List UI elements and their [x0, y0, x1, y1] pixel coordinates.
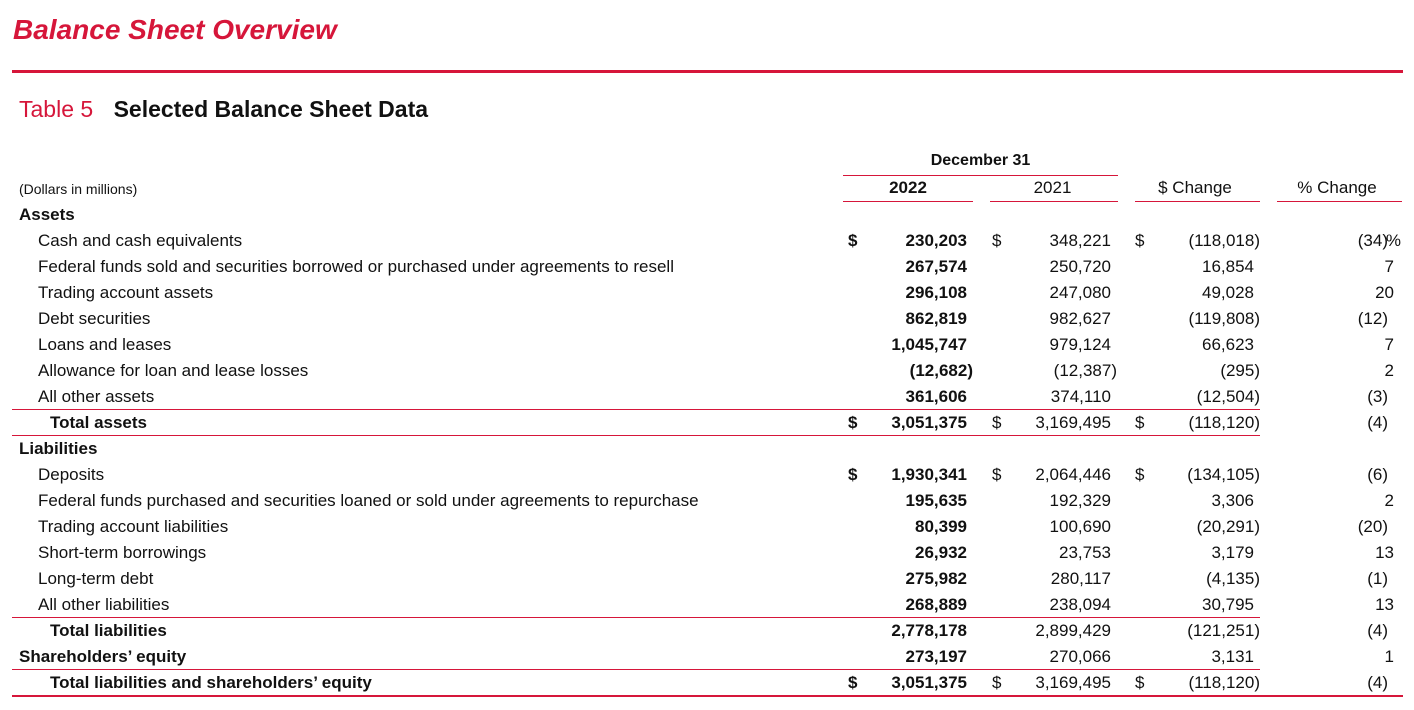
- value-2021: 192,329: [1049, 491, 1111, 510]
- table-row: [0, 566, 1414, 592]
- value-dollar-change: (118,120): [1188, 413, 1260, 432]
- row-label: Loans and leases: [38, 335, 172, 354]
- value-pct-change: (4): [1367, 673, 1388, 692]
- value-dollar-change: (119,808): [1188, 309, 1260, 328]
- currency-symbol: $: [992, 413, 1002, 432]
- value-2022: 195,635: [905, 491, 967, 510]
- table-row: [0, 488, 1414, 514]
- currency-symbol: $: [848, 231, 858, 250]
- value-2021: 2,899,429: [1035, 621, 1111, 640]
- row-label: Shareholders’ equity: [19, 647, 187, 666]
- value-2021: 280,117: [1050, 569, 1111, 588]
- value-2022: 3,051,375: [891, 673, 967, 692]
- section-row-assets: [0, 202, 1414, 228]
- row-label: Federal funds purchased and securities loaned or sold under agreements to repurchase: [38, 491, 699, 510]
- value-2022: 862,819: [905, 309, 967, 328]
- value-2021: 23,753: [1059, 543, 1111, 562]
- value-pct-change: (20): [1357, 517, 1388, 536]
- table-row-total: [0, 670, 1414, 696]
- value-dollar-change: 30,795: [1202, 595, 1254, 614]
- value-2022: 2,778,178: [891, 621, 967, 640]
- value-dollar-change: (118,120): [1188, 673, 1260, 692]
- value-2022: 275,982: [905, 569, 967, 588]
- table-bottom-rule: [12, 695, 1403, 697]
- table-row: [0, 644, 1414, 670]
- table-row: [0, 358, 1414, 384]
- value-2022: (12,682): [909, 361, 973, 380]
- value-2021: 3,169,495: [1035, 413, 1111, 432]
- value-dollar-change: 16,854: [1202, 257, 1254, 276]
- value-pct-change: (3): [1367, 387, 1388, 406]
- value-2022: 1,930,341: [891, 465, 967, 484]
- currency-symbol: $: [992, 465, 1002, 484]
- section-label-liabilities: Liabilities: [19, 439, 98, 458]
- row-label: Cash and cash equivalents: [38, 231, 243, 250]
- column-group-header: December 31: [930, 152, 1031, 169]
- table-row: [0, 514, 1414, 540]
- value-dollar-change: (20,291): [1196, 517, 1260, 536]
- value-2021: 247,080: [1049, 283, 1111, 302]
- value-dollar-change: 49,028: [1202, 283, 1254, 302]
- value-2022: 3,051,375: [891, 413, 967, 432]
- table-row: [0, 228, 1414, 254]
- column-header-2021: 2021: [1033, 178, 1072, 197]
- currency-symbol: $: [1135, 413, 1145, 432]
- currency-symbol: $: [848, 413, 858, 432]
- row-label: Short-term borrowings: [38, 543, 207, 562]
- row-label: Trading account assets: [38, 283, 214, 302]
- section-label-assets: Assets: [19, 205, 75, 224]
- value-pct-change: 7: [1384, 257, 1394, 276]
- value-pct-change: 2: [1384, 491, 1394, 510]
- value-pct-change: (4): [1367, 413, 1388, 432]
- table-row: [0, 254, 1414, 280]
- row-label: Deposits: [38, 465, 105, 484]
- value-pct-change: (6): [1367, 465, 1388, 484]
- currency-symbol: $: [1135, 673, 1145, 692]
- value-2022: 80,399: [915, 517, 967, 536]
- value-2022: 1,045,747: [891, 335, 967, 354]
- column-group-rule: [843, 175, 1118, 176]
- row-label: Allowance for loan and lease losses: [38, 361, 309, 380]
- table-number: Table 5: [19, 96, 94, 122]
- table-row-total: [0, 618, 1414, 644]
- row-label: All other liabilities: [38, 595, 170, 614]
- value-dollar-change: (4,135): [1206, 569, 1260, 588]
- value-2022: 273,197: [905, 647, 967, 666]
- value-pct-change: (4): [1367, 621, 1388, 640]
- value-dollar-change: (134,105): [1187, 465, 1260, 484]
- value-2021: 2,064,446: [1035, 465, 1111, 484]
- table-row-total: [0, 410, 1414, 436]
- value-2022: 361,606: [905, 387, 967, 406]
- section-row-liabilities: [0, 436, 1414, 462]
- currency-symbol: $: [992, 673, 1002, 692]
- value-dollar-change: 3,179: [1211, 543, 1254, 562]
- table-row: [0, 540, 1414, 566]
- value-2021: 982,627: [1049, 309, 1111, 328]
- units-label: (Dollars in millions): [19, 181, 138, 197]
- value-pct-change: 1: [1384, 647, 1394, 666]
- value-dollar-change: (121,251): [1187, 621, 1260, 640]
- value-2021: 250,720: [1049, 257, 1111, 276]
- value-dollar-change: 3,306: [1211, 491, 1254, 510]
- value-dollar-change: 3,131: [1211, 647, 1254, 666]
- currency-symbol: $: [992, 231, 1002, 250]
- value-2021: 348,221: [1049, 231, 1111, 250]
- table-row: [0, 592, 1414, 618]
- currency-symbol: $: [1135, 465, 1145, 484]
- table-title: Selected Balance Sheet Data: [113, 96, 429, 122]
- value-2021: 979,124: [1049, 335, 1111, 354]
- table-row: [0, 462, 1414, 488]
- percent-sign: %: [1385, 231, 1401, 250]
- value-2022: 267,574: [905, 257, 967, 276]
- row-label: All other assets: [38, 387, 155, 406]
- row-label: Debt securities: [38, 309, 151, 328]
- value-2021: 270,066: [1049, 647, 1111, 666]
- column-header-2022: 2022: [889, 178, 927, 197]
- row-label: Total assets: [50, 413, 148, 432]
- value-pct-change: 7: [1384, 335, 1394, 354]
- value-2021: 238,094: [1049, 595, 1111, 614]
- value-pct-change: 2: [1384, 361, 1394, 380]
- value-pct-change: 13: [1375, 595, 1394, 614]
- value-pct-change: (34): [1357, 231, 1388, 250]
- value-2022: 26,932: [915, 543, 967, 562]
- value-2022: 268,889: [905, 595, 967, 614]
- row-label: Long-term debt: [38, 569, 154, 588]
- value-dollar-change: 66,623: [1202, 335, 1254, 354]
- row-label: Total liabilities and shareholders’ equity: [50, 673, 372, 692]
- value-pct-change: 13: [1375, 543, 1394, 562]
- value-dollar-change: (12,504): [1196, 387, 1260, 406]
- value-pct-change: 20: [1375, 283, 1394, 302]
- column-header-dollar-change: $ Change: [1158, 178, 1232, 197]
- value-dollar-change: (295): [1220, 361, 1260, 380]
- value-dollar-change: (118,018): [1188, 231, 1260, 250]
- table-row: [0, 384, 1414, 410]
- value-2021: 374,110: [1050, 387, 1111, 406]
- table-row: [0, 306, 1414, 332]
- value-2021: 100,690: [1049, 517, 1111, 536]
- value-pct-change: (1): [1367, 569, 1388, 588]
- page-title: Balance Sheet Overview: [13, 14, 337, 45]
- currency-symbol: $: [848, 465, 858, 484]
- value-2021: (12,387): [1053, 361, 1117, 380]
- table-row: [0, 280, 1414, 306]
- row-label: Total liabilities: [50, 621, 167, 640]
- value-2021: 3,169,495: [1035, 673, 1111, 692]
- title-divider: [12, 70, 1403, 73]
- currency-symbol: $: [848, 673, 858, 692]
- value-pct-change: (12): [1357, 309, 1388, 328]
- table-heading: [19, 96, 428, 123]
- value-2022: 230,203: [905, 231, 967, 250]
- currency-symbol: $: [1135, 231, 1145, 250]
- value-2022: 296,108: [905, 283, 967, 302]
- table-row: [0, 332, 1414, 358]
- column-header-pct-change: % Change: [1297, 178, 1377, 197]
- row-label: Trading account liabilities: [38, 517, 229, 536]
- row-label: Federal funds sold and securities borrowed or purchased under agreements to resell: [38, 257, 674, 276]
